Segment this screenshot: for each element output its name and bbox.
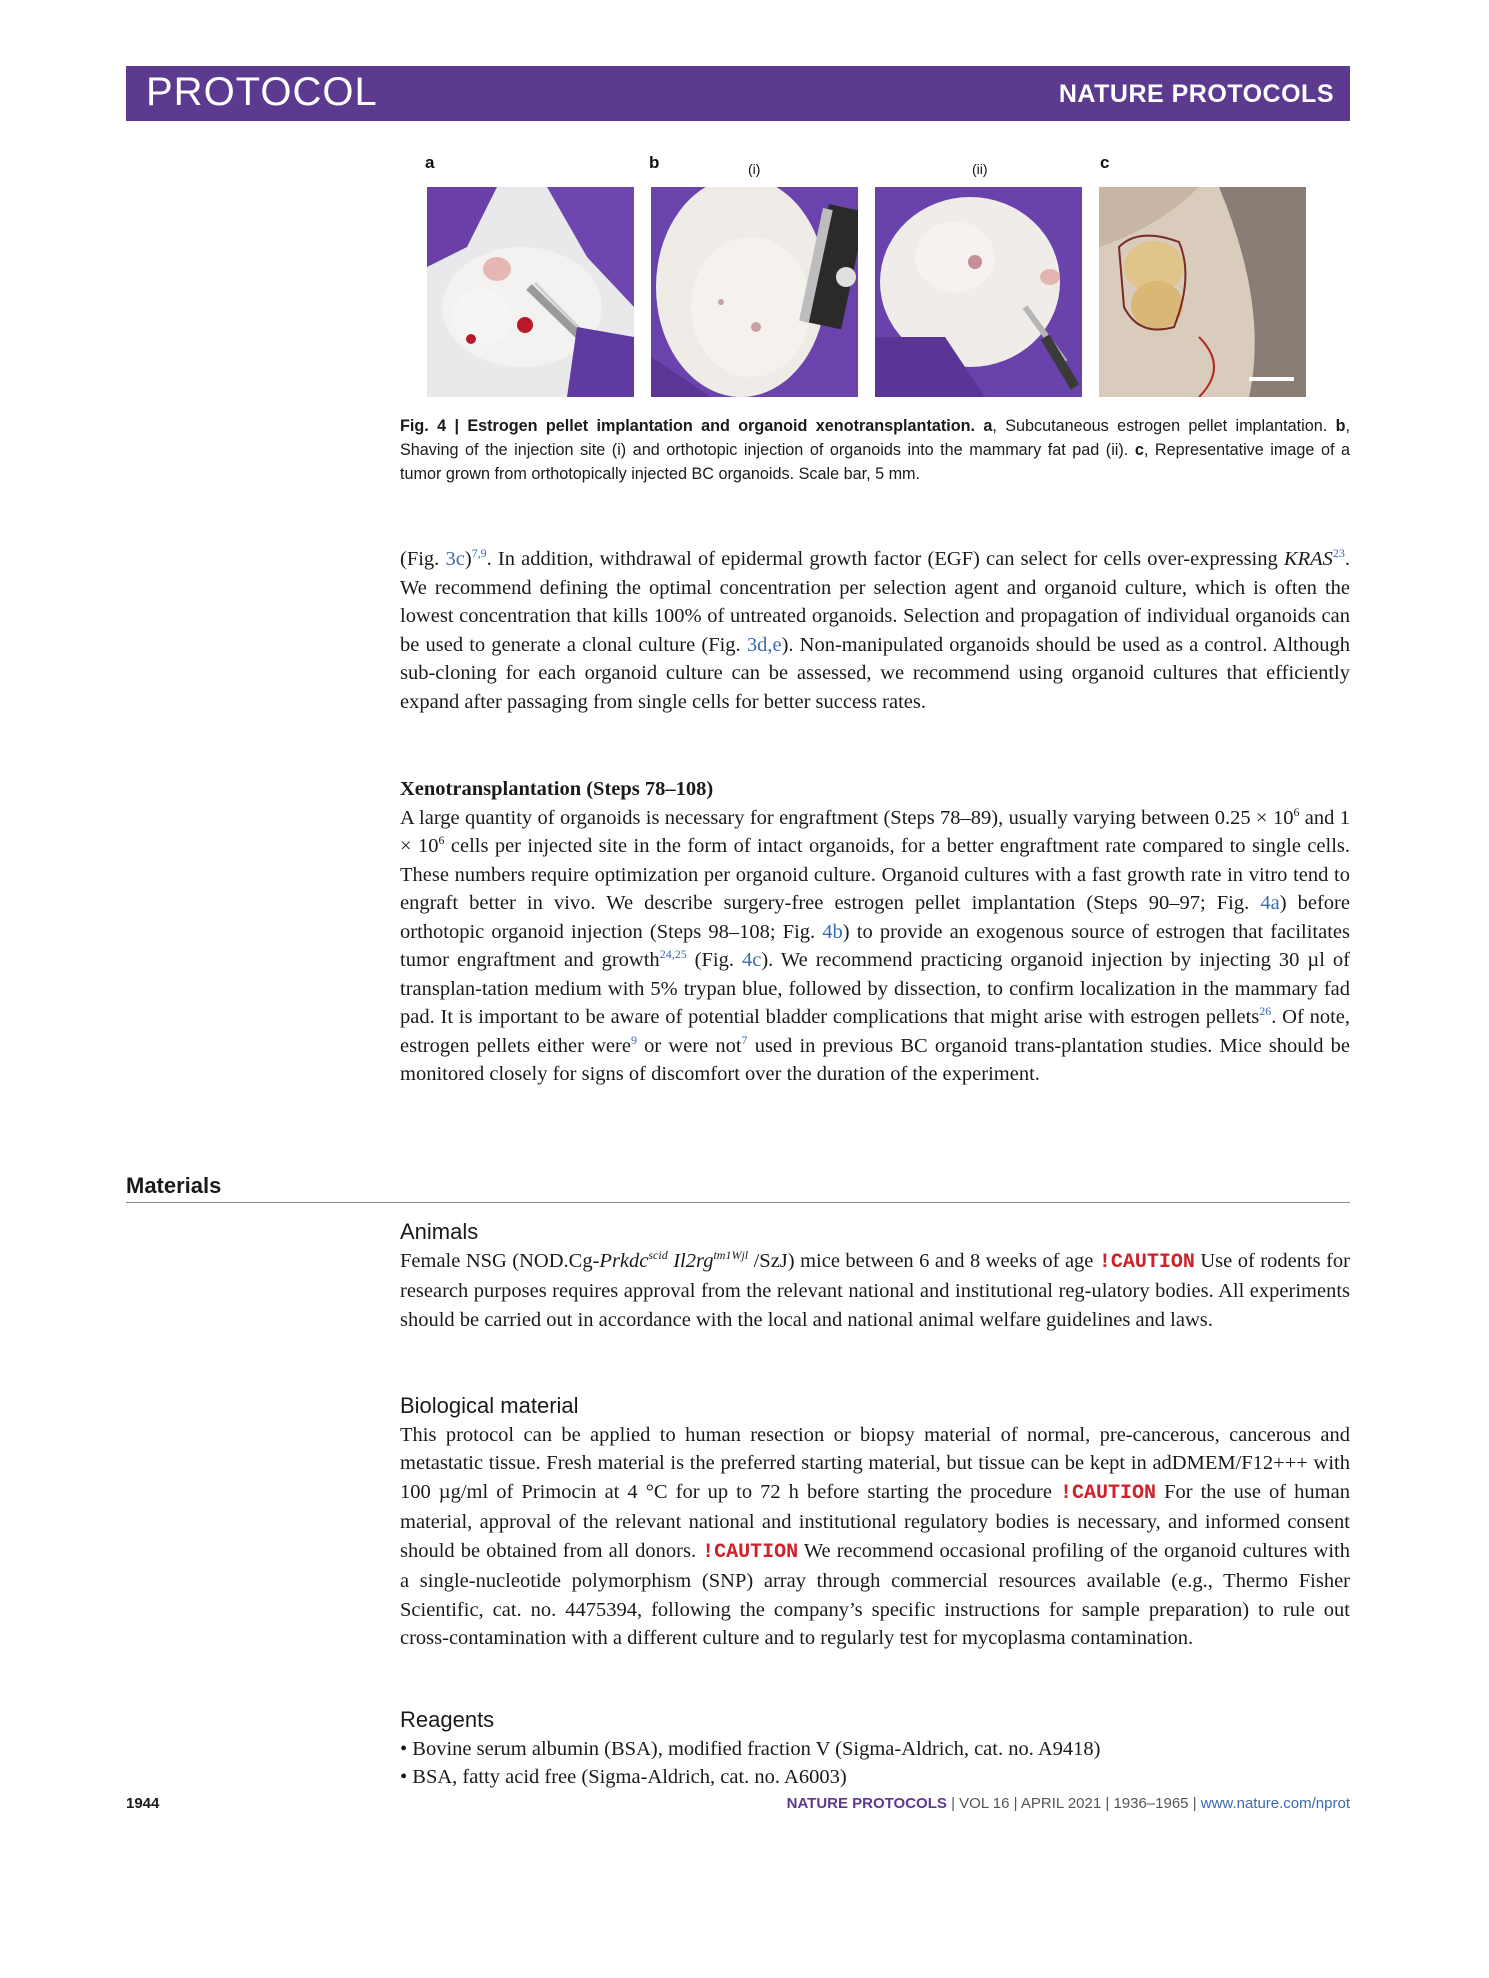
page-number: 1944 bbox=[126, 1795, 160, 1812]
text: Use of rodents for research purposes requires approval from the relevant national and institutional reg-ulatory bodies. All experiments should be carried out in accordance with the local and national animal welfare guidelines and laws. bbox=[400, 1249, 1351, 1331]
text: ). Non-manipulated organoids should be used as a control. Although sub-cloning for each organoid culture can be assessed, we recommend using organoid cultures that efficiently expand after passaging from single cells for better success rates. bbox=[400, 633, 1350, 713]
superscript: tm1Wjl bbox=[713, 1247, 749, 1262]
section-reagents bbox=[400, 1706, 1350, 1792]
text: or were not bbox=[636, 1034, 742, 1057]
text: and 1 × 10 bbox=[400, 806, 1351, 857]
text: . In addition, withdrawal of epidermal growth factor (EGF) can select for cells over-expressing bbox=[486, 548, 1284, 570]
panel-label-b: b bbox=[649, 153, 660, 172]
section-xenotransplantation bbox=[400, 775, 1350, 1089]
section-animals bbox=[400, 1218, 1350, 1334]
text: For the use of human material, approval of the relevant national and institutional regulatory bodies is necessary, and informed consent should be obtained from all donors. bbox=[400, 1480, 1350, 1562]
caption-b-text: , Shaving of the injection site (i) and orthotopic injection of organoids into the mammary fat pad (ii). bbox=[400, 417, 1351, 459]
footer-citation bbox=[787, 1795, 1350, 1812]
materials-title: Materials bbox=[126, 1173, 222, 1198]
reagent-item: • Bovine serum albumin (BSA), modified fraction V (Sigma-Aldrich, cat. no. A9418) bbox=[400, 1737, 1101, 1760]
superscript: scid bbox=[648, 1247, 668, 1262]
text: This protocol can be applied to human resection or biopsy material of normal, pre-cancerous, cancerous and metastatic tissue. Fresh material is the preferred starting material, but tissue can be kept in adDMEM/F12+++ with 100 µg/ml of Primocin at 4 °C for up to 72 h before starting the procedure bbox=[400, 1423, 1350, 1503]
animals-heading: Animals bbox=[400, 1219, 479, 1244]
superscript: 6 bbox=[438, 833, 445, 848]
text: (Fig. bbox=[686, 949, 742, 971]
journal-name: NATURE PROTOCOLS bbox=[1058, 80, 1334, 108]
caption-a-text: , Subcutaneous estrogen pellet implantation. bbox=[992, 417, 1328, 435]
fig-link-4a[interactable]: 4a bbox=[1260, 892, 1280, 914]
ref-7[interactable]: 7 bbox=[741, 1032, 748, 1047]
text: ) bbox=[464, 548, 472, 570]
text: (Fig. bbox=[400, 548, 446, 570]
caution-label: !CAUTION bbox=[1098, 1250, 1195, 1274]
caution-label: !CAUTION bbox=[1060, 1481, 1157, 1505]
section-label: PROTOCOL bbox=[146, 70, 378, 114]
footer-volume: VOL 16 bbox=[959, 1795, 1010, 1812]
header-banner bbox=[126, 66, 1350, 121]
text: ) to provide an exogenous source of estrogen that facilitates tumor engraftment and growth bbox=[400, 920, 1350, 971]
text: cells per injected site in the form of intact organoids, for a better engraftment rate compared to single cells. These numbers require optimization per organoid culture. Organoid cultures with a fast growth rate in vitro tend to engraft better in vivo. We describe surgery-free estrogen pellet implantation (Steps 90–97; Fig. bbox=[400, 835, 1351, 914]
panel-label-b-ii: (ii) bbox=[972, 161, 988, 177]
separator: | bbox=[946, 1795, 960, 1812]
panel-label-a: a bbox=[425, 153, 435, 172]
caption-c-letter: c bbox=[1134, 441, 1144, 459]
mouse-shaving-image bbox=[651, 187, 858, 397]
ref-9[interactable]: 9 bbox=[630, 1032, 637, 1047]
ref-7-9[interactable]: 7,9 bbox=[471, 546, 487, 561]
caption-c-text: , Representative image of a tumor grown from orthotopically injected BC organoids. Scale bar, 5 mm. bbox=[400, 441, 1350, 483]
ref-26[interactable]: 26 bbox=[1259, 1004, 1272, 1019]
footer-url-link[interactable]: www.nature.com/nprot bbox=[1200, 1795, 1350, 1812]
fig-link-4b[interactable]: 4b bbox=[822, 920, 843, 943]
fig-link-3de[interactable]: 3d,e bbox=[746, 633, 782, 656]
ref-23[interactable]: 23 bbox=[1332, 546, 1345, 561]
text: . Of note, estrogen pellets either were bbox=[400, 1006, 1350, 1057]
text: used in previous BC organoid trans-plantation studies. Mice should be monitored closely for signs of discomfort over the duration of the experiment. bbox=[400, 1034, 1350, 1085]
text: We recommend occasional profiling of the organoid cultures with a single-nucleotide polymorphism (SNP) array through commercial resources available (e.g., Thermo Fisher Scientific, cat. no. 4475394, following the company’s specific instructions for sample preparation) to rule out cross-contamination with a different culture and to regularly test for mycoplasma contamination. bbox=[400, 1539, 1350, 1649]
caption-label: Fig. 4 | Estrogen pellet implantation and organoid xenotransplantation. bbox=[400, 417, 975, 435]
caption-a-letter: a bbox=[983, 417, 993, 435]
materials-divider bbox=[126, 1202, 1350, 1203]
footer-date: APRIL 2021 bbox=[1020, 1795, 1102, 1812]
caution-label: !CAUTION bbox=[702, 1540, 799, 1564]
panel-label-b-i: (i) bbox=[748, 161, 761, 177]
photo-b-ii-injection bbox=[875, 187, 1082, 397]
text: ) before orthotopic organoid injection (Steps 98–108; Fig. bbox=[400, 892, 1350, 943]
mouse-injection-image bbox=[875, 187, 1082, 397]
tumor-image bbox=[1099, 187, 1306, 397]
text: ). We recommend practicing organoid injection by injecting 30 µl of transplan-tation medium with 5% trypan blue, followed by dissection, to confirm localization in the mammary fad pad. It is important to be aware of potential bladder complications that might arise with estrogen pellets bbox=[400, 949, 1350, 1028]
section-biological-material bbox=[400, 1392, 1350, 1653]
separator: | bbox=[1188, 1795, 1201, 1812]
xeno-heading: Xenotransplantation (Steps 78–108) bbox=[400, 778, 714, 800]
gene-kras: KRAS bbox=[1283, 548, 1333, 570]
reagents-heading: Reagents bbox=[400, 1707, 495, 1732]
figure-caption bbox=[400, 414, 1350, 486]
text: /SzJ) mice between 6 and 8 weeks of age bbox=[748, 1249, 1099, 1272]
text: A large quantity of organoids is necessary for engraftment (Steps 78–89), usually varying between 0.25 × 10 bbox=[400, 806, 1294, 829]
reagent-item: • BSA, fatty acid free (Sigma-Aldrich, cat. no. A6003) bbox=[400, 1766, 847, 1788]
superscript: 6 bbox=[1293, 804, 1300, 819]
footer-journal: NATURE PROTOCOLS bbox=[786, 1795, 947, 1812]
photo-b-i-shaving bbox=[651, 187, 858, 397]
body-paragraph-selection bbox=[400, 545, 1350, 716]
footer-pages: 1936–1965 bbox=[1113, 1795, 1189, 1812]
mouse-implant-image bbox=[427, 187, 634, 397]
text: . We recommend defining the optimal concentration per selection agent and organoid culture, which is often the lowest concentration that kills 100% of untreated organoids. Selection and propagation of individual organoids can be used to generate a clonal culture (Fig. bbox=[400, 548, 1350, 656]
ref-24-25[interactable]: 24,25 bbox=[659, 947, 687, 962]
fig-link-3c[interactable]: 3c bbox=[445, 548, 465, 570]
fig-link-4c[interactable]: 4c bbox=[741, 949, 762, 971]
text: Female NSG (NOD.Cg- bbox=[400, 1249, 600, 1272]
panel-label-c: c bbox=[1100, 153, 1110, 172]
separator: | bbox=[1009, 1795, 1021, 1812]
gene-il2rg: Il2rg bbox=[673, 1249, 714, 1272]
photo-a-pellet-implantation bbox=[427, 187, 634, 397]
photo-c-tumor bbox=[1099, 187, 1306, 397]
separator: | bbox=[1101, 1795, 1114, 1812]
bio-heading: Biological material bbox=[400, 1393, 579, 1418]
gene-prkdc: Prkdc bbox=[599, 1249, 649, 1272]
caption-b-letter: b bbox=[1335, 417, 1346, 435]
